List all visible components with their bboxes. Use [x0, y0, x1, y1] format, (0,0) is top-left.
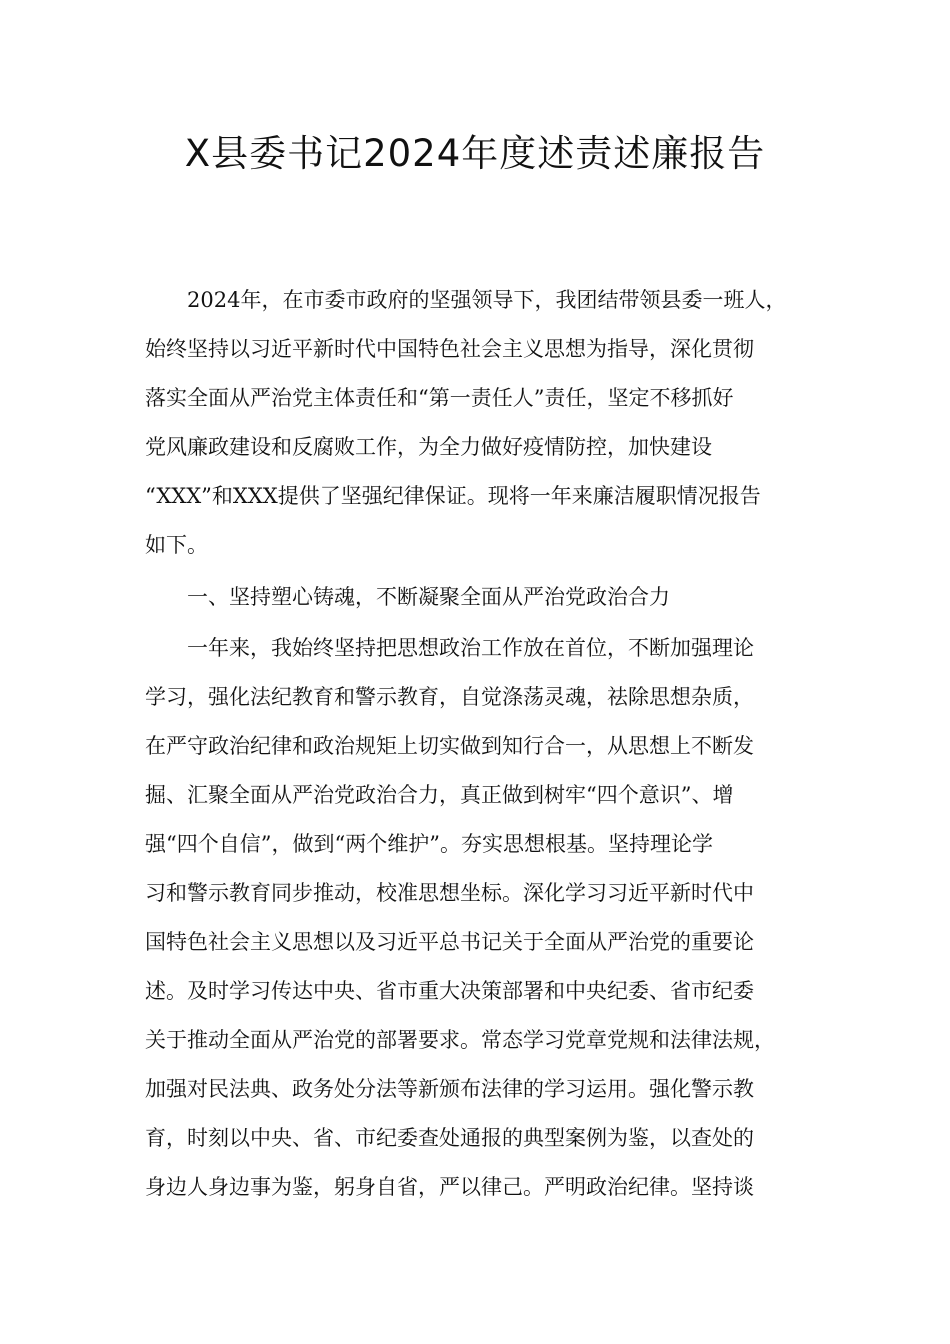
- paragraph-1-line-4: 党风廉政建设和反腐败工作，为全力做好疫情防控，加快建设: [145, 435, 712, 459]
- paragraph-1-line-1: 2024年，在市委市政府的坚强领导下，我团结带领县委一班人，: [187, 288, 787, 312]
- paragraph-1-line-6: 如下。: [145, 533, 208, 557]
- paragraph-2-line-11: 育，时刻以中央、省、市纪委查处通报的典型案例为鉴，以查处的: [145, 1126, 754, 1150]
- paragraph-2-line-4: 掘、汇聚全面从严治党政治合力，真正做到树牢“四个意识”、增: [145, 783, 734, 807]
- paragraph-2-line-1: 一年来，我始终坚持把思想政治工作放在首位，不断加强理论: [187, 636, 754, 660]
- paragraph-2-line-9: 关于推动全面从严治党的部署要求。常态学习党章党规和法律法规，: [145, 1028, 775, 1052]
- paragraph-2-line-8: 述。及时学习传达中央、省市重大决策部署和中央纪委、省市纪委: [145, 979, 754, 1003]
- paragraph-2-line-6: 习和警示教育同步推动，校准思想坐标。深化学习习近平新时代中: [145, 881, 754, 905]
- paragraph-1-line-5: “XXX”和XXX提供了坚强纪律保证。现将一年来廉洁履职情况报告: [145, 484, 761, 508]
- paragraph-2-line-3: 在严守政治纪律和政治规矩上切实做到知行合一，从思想上不断发: [145, 734, 754, 758]
- paragraph-1-line-3: 落实全面从严治党主体责任和“第一责任人”责任，坚定不移抓好: [145, 386, 734, 410]
- paragraph-2-line-5: 强“四个自信”，做到“两个维护”。夯实思想根基。坚持理论学: [145, 832, 713, 856]
- paragraph-1-line-2: 始终坚持以习近平新时代中国特色社会主义思想为指导，深化贯彻: [145, 337, 754, 361]
- document-title: X县委书记2024年度述责述廉报告: [184, 132, 766, 175]
- paragraph-2-line-12: 身边人身边事为鉴，躬身自省，严以律己。严明政治纪律。坚持谈: [145, 1175, 754, 1199]
- section-heading-1: 一、坚持塑心铸魂，不断凝聚全面从严治党政治合力: [187, 585, 670, 609]
- paragraph-2-line-10: 加强对民法典、政务处分法等新颁布法律的学习运用。强化警示教: [145, 1077, 754, 1101]
- paragraph-2-line-2: 学习，强化法纪教育和警示教育，自觉涤荡灵魂，祛除思想杂质，: [145, 685, 754, 709]
- paragraph-2-line-7: 国特色社会主义思想以及习近平总书记关于全面从严治党的重要论: [145, 930, 754, 954]
